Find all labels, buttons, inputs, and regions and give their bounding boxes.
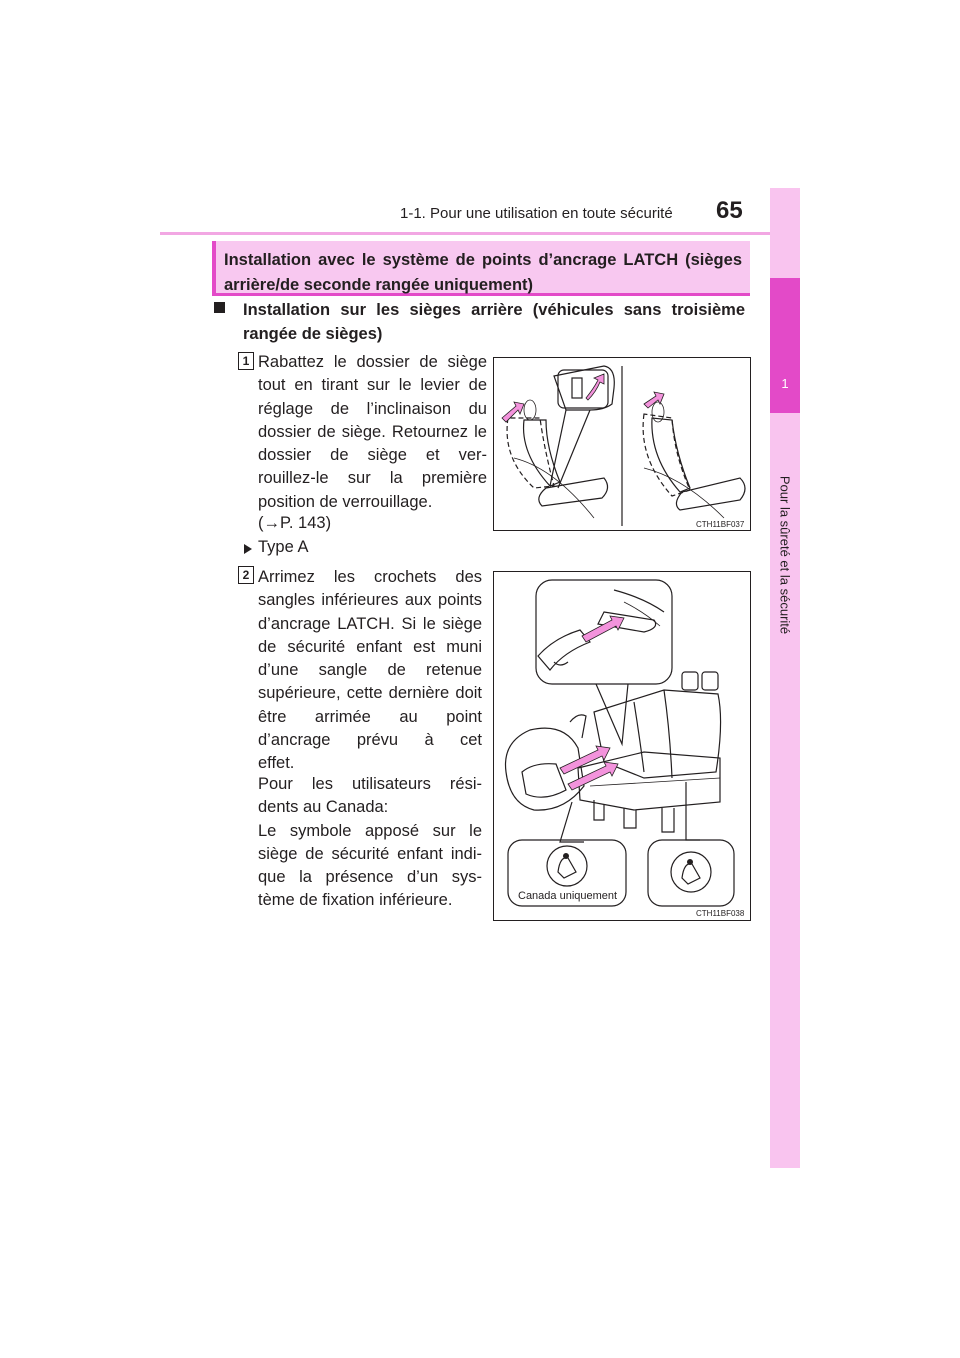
canada-note-body: Le symbole apposé sur le siège de sécurité enfant indi-que la présence d’un sys- <box>258 821 482 887</box>
type-label: Type A <box>258 538 309 556</box>
step2-text <box>258 566 482 776</box>
step1-text-body: Rabattez le dossier de siège tout en tirant sur le levier de réglage de l’inclinaison du dossier de siège. Retournez le dossier de siège et ver-rouillez-le sur la première <box>258 353 487 488</box>
header-title: 1-1. Pour une utilisation en toute sécurité <box>400 205 673 222</box>
canada-note-body-last: tème de fixation inférieure. <box>258 891 453 910</box>
header-rule <box>160 232 798 235</box>
canada-note-intro: Pour les utilisateurs rési- <box>258 775 482 793</box>
figure1-code: CTH11BF037 <box>696 520 745 529</box>
square-bullet-icon <box>214 302 225 313</box>
figure-seatback-fold <box>493 357 751 531</box>
subheading: Installation sur les sièges arrière (véhicules sans troisième rangée de sièges) <box>243 301 745 343</box>
side-tab-chapter-number: 1 <box>781 376 789 391</box>
step2-text-last-line: effet. <box>258 754 295 773</box>
step-number-2: 2 <box>238 566 254 584</box>
side-tab-chapter-label: Pour la sûreté et la sécurité <box>777 475 793 635</box>
step2-text-body: Arrimez les crochets des sangles inférieures aux points d’ancrage LATCH. Si le siège de sécurité enfant est muni d’une sangle de retenue supérieure, cette dernière doit être arrimée au point d’ancrage prévu à cet <box>258 568 482 750</box>
figure-latch-anchors <box>493 571 751 921</box>
canada-note-intro-2: dents au Canada: <box>258 798 389 817</box>
side-tab-active-chapter[interactable] <box>770 278 800 413</box>
canada-only-label: Canada uniquement <box>518 890 618 902</box>
canada-note <box>258 773 482 913</box>
figure2-code: CTH11BF038 <box>696 909 745 918</box>
triangle-bullet-icon <box>244 544 252 554</box>
section-title: Installation avec le système de points d’ancrage LATCH (sièges arrière/de seconde rangée uniquement) <box>224 251 742 294</box>
step1-text-last-line: position de verrouillage. <box>258 492 433 511</box>
step1-text <box>258 351 487 514</box>
page-number: 65 <box>716 197 743 224</box>
step-number-1: 1 <box>238 352 254 370</box>
page-reference-link[interactable]: (→P. 143) <box>258 514 332 532</box>
